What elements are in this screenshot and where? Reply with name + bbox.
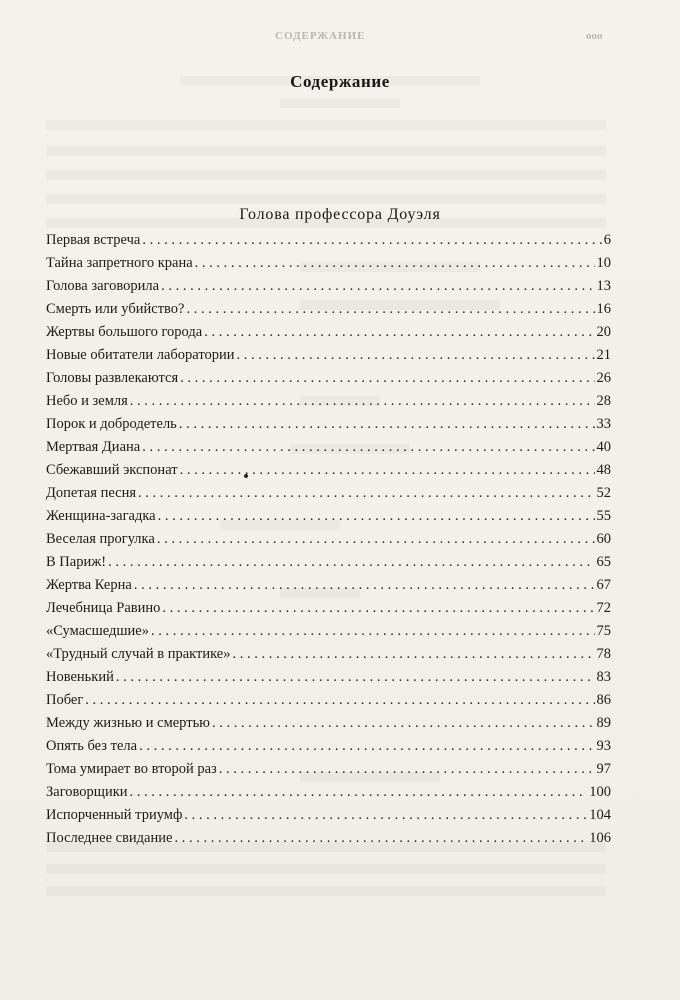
toc-entry[interactable] — [46, 597, 611, 620]
toc-entry-page: 100 — [589, 784, 611, 800]
toc-entry[interactable] — [46, 758, 611, 781]
table-of-contents — [46, 229, 611, 850]
toc-entry-title: Жертва Керна — [46, 577, 132, 593]
dot-leader — [158, 505, 595, 528]
dot-leader — [180, 367, 594, 390]
toc-entry-page: 52 — [596, 485, 611, 501]
dot-leader — [108, 551, 594, 574]
toc-entry-title: Веселая прогулка — [46, 531, 155, 547]
toc-entry-page: 72 — [596, 600, 611, 616]
toc-entry[interactable] — [46, 252, 611, 275]
dot-leader — [138, 482, 594, 505]
toc-entry[interactable] — [46, 275, 611, 298]
toc-entry-page: 13 — [596, 278, 611, 294]
dot-leader — [142, 436, 594, 459]
toc-entry-title: Женщина-загадка — [46, 508, 156, 524]
toc-entry[interactable] — [46, 482, 611, 505]
dot-leader — [212, 712, 594, 735]
dot-leader — [180, 459, 595, 482]
toc-entry-page: 16 — [596, 301, 611, 317]
toc-entry-title: Головы развлекаются — [46, 370, 179, 386]
toc-entry[interactable] — [46, 551, 611, 574]
toc-entry-title: Смерть или убийство? — [46, 301, 185, 317]
toc-entry[interactable] — [46, 229, 611, 252]
toc-entry-title: Опять без тела — [46, 738, 138, 754]
toc-entry[interactable] — [46, 321, 611, 344]
toc-entry-title: Испорченный триумф — [46, 807, 183, 823]
toc-entry-title: Тома умирает во второй раз — [46, 761, 217, 777]
toc-entry[interactable] — [46, 436, 611, 459]
toc-entry[interactable] — [46, 528, 611, 551]
toc-entry[interactable] — [46, 505, 611, 528]
toc-entry[interactable] — [46, 620, 611, 643]
toc-entry[interactable] — [46, 459, 611, 482]
dot-leader — [130, 781, 588, 804]
dot-leader — [195, 252, 595, 275]
dot-leader — [130, 390, 595, 413]
dot-leader — [186, 298, 594, 321]
toc-entry[interactable] — [46, 390, 611, 413]
toc-entry-page: 6 — [603, 232, 611, 248]
toc-entry-page: 20 — [596, 324, 611, 340]
toc-entry-title: «Трудный случай в практике» — [46, 646, 231, 662]
toc-entry-title: Тайна запретного крана — [46, 255, 193, 271]
toc-entry-title: Порок и добродетель — [46, 416, 177, 432]
toc-entry-title: Мертвая Диана — [46, 439, 141, 455]
toc-entry[interactable] — [46, 666, 611, 689]
toc-entry-page: 67 — [596, 577, 611, 593]
toc-entry-page: 97 — [596, 761, 611, 777]
toc-entry[interactable] — [46, 735, 611, 758]
toc-entry-page: 28 — [596, 393, 611, 409]
toc-entry-title: В Париж! — [46, 554, 107, 570]
dot-leader — [139, 735, 594, 758]
dot-leader — [219, 758, 595, 781]
running-head — [0, 30, 680, 46]
section-title: Голова профессора Доуэля — [239, 206, 441, 223]
dot-leader — [142, 229, 601, 252]
toc-entry-page: 48 — [596, 462, 611, 478]
dot-leader — [161, 275, 594, 298]
dot-leader — [204, 321, 594, 344]
toc-entry-title: Жертвы большого города — [46, 324, 203, 340]
toc-entry-page: 93 — [596, 738, 611, 754]
toc-entry-title: Между жизнью и смертью — [46, 715, 211, 731]
dot-leader — [151, 620, 595, 643]
toc-entry-title: Заговорщики — [46, 784, 128, 800]
toc-entry-title: Лечебница Равино — [46, 600, 161, 616]
dot-leader — [237, 344, 595, 367]
toc-entry-page: 60 — [596, 531, 611, 547]
toc-entry[interactable] — [46, 298, 611, 321]
toc-entry-page: 33 — [596, 416, 611, 432]
toc-entry[interactable] — [46, 367, 611, 390]
running-head-title: СОДЕРЖАНИЕ — [275, 30, 366, 42]
toc-entry-title: Сбежавший экспонат — [46, 462, 178, 478]
toc-entry-title: Новые обитатели лаборатории — [46, 347, 235, 363]
toc-entry-title: Допетая песня — [46, 485, 137, 501]
toc-entry-page: 40 — [596, 439, 611, 455]
toc-entry-title: Голова заговорила — [46, 278, 160, 294]
toc-entry[interactable] — [46, 827, 611, 850]
toc-entry-title: Первая встреча — [46, 232, 141, 248]
toc-entry-page: 55 — [596, 508, 611, 524]
toc-entry[interactable] — [46, 344, 611, 367]
toc-entry[interactable] — [46, 804, 611, 827]
toc-entry-page: 106 — [589, 830, 611, 846]
toc-entry[interactable] — [46, 574, 611, 597]
dot-leader — [162, 597, 594, 620]
dot-leader — [134, 574, 595, 597]
dot-leader — [157, 528, 595, 551]
toc-entry-title: «Сумасшедшие» — [46, 623, 149, 639]
toc-entry-page: 104 — [589, 807, 611, 823]
toc-entry[interactable] — [46, 781, 611, 804]
dot-leader — [174, 827, 587, 850]
toc-entry-page: 83 — [596, 669, 611, 685]
toc-entry-page: 89 — [596, 715, 611, 731]
toc-entry[interactable] — [46, 712, 611, 735]
toc-entry[interactable] — [46, 643, 611, 666]
toc-entry-page: 78 — [596, 646, 611, 662]
running-head-page-number: ooo — [586, 30, 603, 42]
toc-entry-title: Побег — [46, 692, 84, 708]
toc-entry-page: 86 — [596, 692, 611, 708]
toc-entry-title: Небо и земля — [46, 393, 128, 409]
toc-entry-page: 10 — [596, 255, 611, 271]
dot-leader — [116, 666, 595, 689]
toc-entry-page: 21 — [596, 347, 611, 363]
toc-entry-page: 65 — [596, 554, 611, 570]
dot-leader — [179, 413, 595, 436]
toc-entry-page: 75 — [596, 623, 611, 639]
dot-leader — [85, 689, 594, 712]
toc-entry[interactable] — [46, 689, 611, 712]
dot-leader — [184, 804, 587, 827]
toc-entry-title: Последнее свидание — [46, 830, 173, 846]
toc-entry-page: 26 — [596, 370, 611, 386]
page-title: Содержание — [290, 72, 390, 91]
dot-leader — [233, 643, 595, 666]
toc-entry[interactable] — [46, 413, 611, 436]
toc-entry-title: Новенький — [46, 669, 114, 685]
